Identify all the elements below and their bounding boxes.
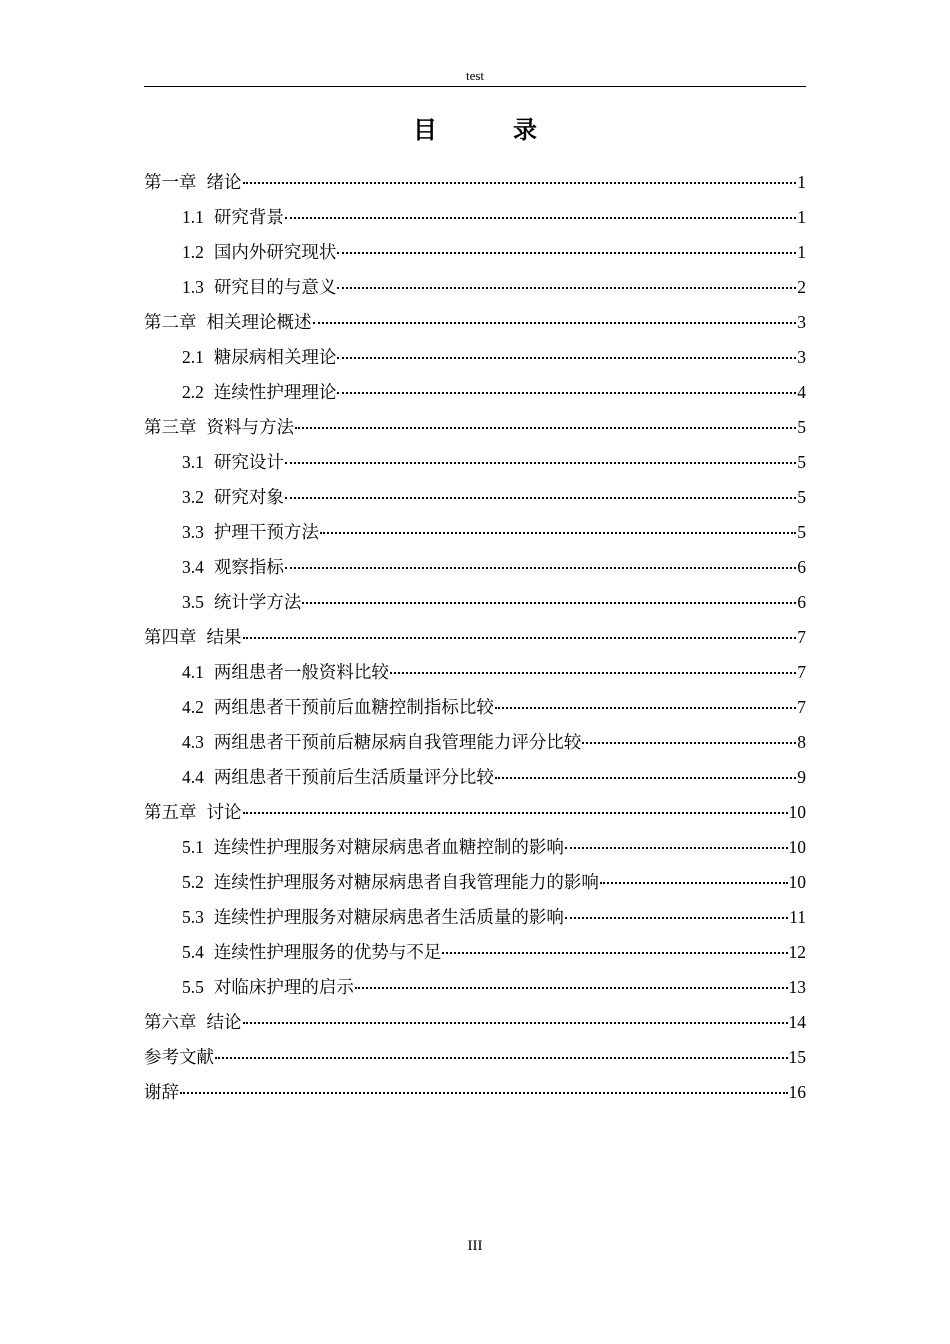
toc-entry-number: 5.1 <box>182 837 204 857</box>
toc-dot-leader <box>243 182 797 184</box>
toc-entry-page: 7 <box>797 662 806 682</box>
toc-entry[interactable] <box>182 556 806 578</box>
toc-entry-page: 10 <box>788 802 806 822</box>
toc-entry[interactable] <box>144 416 806 438</box>
toc-entry-number: 1.3 <box>182 277 204 297</box>
running-header: test <box>465 68 485 83</box>
toc-entry-title: 结论 <box>206 1012 242 1032</box>
toc-entry[interactable] <box>182 206 806 228</box>
toc-entry-title: 参考文献 <box>144 1047 214 1067</box>
toc-entry-page: 5 <box>797 522 806 542</box>
toc-entry-number: 2.1 <box>182 347 204 367</box>
toc-entry[interactable] <box>144 311 806 333</box>
toc-entry-title: 相关理论概述 <box>206 312 312 332</box>
toc-entry-number: 第三章 <box>144 417 197 437</box>
toc-entry-page: 8 <box>797 732 806 752</box>
toc-entry-page: 15 <box>788 1047 806 1067</box>
toc-entry-page: 5 <box>797 452 806 472</box>
toc-entry[interactable] <box>182 451 806 473</box>
toc-entry[interactable] <box>182 871 806 893</box>
toc-entry-title: 连续性护理服务对糖尿病患者血糖控制的影响 <box>213 837 564 857</box>
toc-dot-leader <box>243 1022 788 1024</box>
toc-entry-page: 2 <box>797 277 806 297</box>
toc-entry-title: 糖尿病相关理论 <box>213 347 337 367</box>
toc-entry-title: 连续性护理服务对糖尿病患者生活质量的影响 <box>213 907 564 927</box>
toc-entry-page: 6 <box>797 592 806 612</box>
toc-entry-page: 9 <box>797 767 806 787</box>
toc-entry[interactable] <box>144 626 806 648</box>
toc-entry-page: 7 <box>797 697 806 717</box>
toc-entry-number: 3.2 <box>182 487 204 507</box>
toc-entry[interactable] <box>182 661 806 683</box>
toc-entry-number: 第二章 <box>144 312 197 332</box>
toc-entry-page: 1 <box>797 172 806 192</box>
toc-entry-number: 5.2 <box>182 872 204 892</box>
toc-dot-leader <box>442 952 787 954</box>
toc-entry[interactable] <box>182 731 806 753</box>
toc-entry[interactable] <box>182 836 806 858</box>
toc-entry-page: 3 <box>797 312 806 332</box>
toc-entry-page: 10 <box>788 837 806 857</box>
footer-page-number: III <box>467 1238 483 1254</box>
toc-entry-number: 第五章 <box>144 802 197 822</box>
toc-dot-leader <box>582 742 796 744</box>
toc-entry-title: 研究目的与意义 <box>213 277 337 297</box>
toc-dot-leader <box>600 882 788 884</box>
toc-entry-title: 两组患者干预前后血糖控制指标比较 <box>213 697 494 717</box>
toc-entry-title: 观察指标 <box>213 557 284 577</box>
toc-entry-title: 讨论 <box>206 802 242 822</box>
toc-entry[interactable] <box>182 521 806 543</box>
toc-entry-title: 护理干预方法 <box>213 522 319 542</box>
toc-entry-number: 3.1 <box>182 452 204 472</box>
toc-entry-number: 3.3 <box>182 522 204 542</box>
toc-entry-number: 4.2 <box>182 697 204 717</box>
toc-entry-title: 连续性护理服务对糖尿病患者自我管理能力的影响 <box>213 872 599 892</box>
toc-entry-page: 1 <box>797 207 806 227</box>
toc-entry[interactable] <box>182 976 806 998</box>
toc-entry-page: 3 <box>797 347 806 367</box>
toc-entry[interactable] <box>182 941 806 963</box>
toc-dot-leader <box>295 427 796 429</box>
toc-entry-number: 3.5 <box>182 592 204 612</box>
toc-entry-number: 5.5 <box>182 977 204 997</box>
toc-entry-number: 第四章 <box>144 627 197 647</box>
toc-dot-leader <box>565 917 788 919</box>
toc-entry-title: 两组患者干预前后糖尿病自我管理能力评分比较 <box>213 732 582 752</box>
toc-entry-title: 国内外研究现状 <box>213 242 337 262</box>
toc-entry[interactable] <box>182 381 806 403</box>
toc-dot-leader <box>285 497 796 499</box>
toc-dot-leader <box>495 707 796 709</box>
toc-entry-number: 4.4 <box>182 767 204 787</box>
toc-entry[interactable] <box>182 906 806 928</box>
toc-entry[interactable] <box>144 171 806 193</box>
toc-entry-title: 研究设计 <box>213 452 284 472</box>
toc-entry-title: 两组患者一般资料比较 <box>213 662 389 682</box>
toc-entry-title: 对临床护理的启示 <box>213 977 354 997</box>
toc-dot-leader <box>215 1057 788 1059</box>
toc-entry-title: 资料与方法 <box>206 417 294 437</box>
toc-entry[interactable] <box>144 1081 806 1103</box>
toc-dot-leader <box>337 252 796 254</box>
toc-entry[interactable] <box>182 766 806 788</box>
toc-dot-leader <box>285 567 796 569</box>
toc-dot-leader <box>285 462 796 464</box>
toc-dot-leader <box>243 637 797 639</box>
toc-dot-leader <box>355 987 788 989</box>
toc-entry[interactable] <box>182 346 806 368</box>
toc-dot-leader <box>390 672 796 674</box>
toc-entry-page: 10 <box>788 872 806 892</box>
toc-entry-number: 5.4 <box>182 942 204 962</box>
toc-entry-page: 5 <box>797 487 806 507</box>
toc-entry-title: 连续性护理服务的优势与不足 <box>213 942 442 962</box>
toc-entry[interactable] <box>144 1011 806 1033</box>
toc-entry-page: 12 <box>788 942 806 962</box>
toc-dot-leader <box>313 322 797 324</box>
toc-entry[interactable] <box>182 241 806 263</box>
toc-entry-title: 谢辞 <box>144 1082 179 1102</box>
toc-dot-leader <box>337 357 796 359</box>
toc-entry-page: 13 <box>788 977 806 997</box>
toc-entry-title: 两组患者干预前后生活质量评分比较 <box>213 767 494 787</box>
toc-entry-page: 1 <box>797 242 806 262</box>
toc-dot-leader <box>320 532 796 534</box>
toc-entry[interactable] <box>182 696 806 718</box>
toc-entry-page: 4 <box>797 382 806 402</box>
toc-entry-page: 11 <box>789 907 806 927</box>
toc-entry[interactable] <box>144 1046 806 1068</box>
toc-entry[interactable] <box>182 486 806 508</box>
toc-entry-number: 1.2 <box>182 242 204 262</box>
toc-entry-page: 5 <box>797 417 806 437</box>
toc-dot-leader <box>180 1092 788 1094</box>
toc-entry-title: 统计学方法 <box>213 592 302 612</box>
toc-entry-page: 6 <box>797 557 806 577</box>
toc-entry-page: 16 <box>788 1082 806 1102</box>
toc-dot-leader <box>337 287 796 289</box>
toc-entry[interactable] <box>182 591 806 613</box>
toc-dot-leader <box>337 392 796 394</box>
toc-title: 目 录 <box>413 118 563 144</box>
toc-dot-leader <box>302 602 796 604</box>
toc-entry-number: 5.3 <box>182 907 204 927</box>
toc-entry-number: 第一章 <box>144 172 197 192</box>
toc-entry-title: 研究对象 <box>213 487 284 507</box>
toc-entry-number: 4.1 <box>182 662 204 682</box>
toc-entry[interactable] <box>182 276 806 298</box>
toc-dot-leader <box>243 812 788 814</box>
toc-entry[interactable] <box>144 801 806 823</box>
toc-dot-leader <box>285 217 796 219</box>
toc-entry-title: 研究背景 <box>213 207 284 227</box>
toc-dot-leader <box>565 847 788 849</box>
toc-entry-title: 结果 <box>206 627 242 647</box>
toc-entry-number: 3.4 <box>182 557 204 577</box>
toc-entry-page: 14 <box>788 1012 806 1032</box>
toc-dot-leader <box>495 777 796 779</box>
toc-entry-title: 绪论 <box>206 172 242 192</box>
toc-entry-number: 4.3 <box>182 732 204 752</box>
toc-entry-number: 2.2 <box>182 382 204 402</box>
toc-entry-title: 连续性护理理论 <box>213 382 337 402</box>
toc-entry-page: 7 <box>797 627 806 647</box>
toc-entry-number: 1.1 <box>182 207 204 227</box>
toc-entry-number: 第六章 <box>144 1012 197 1032</box>
